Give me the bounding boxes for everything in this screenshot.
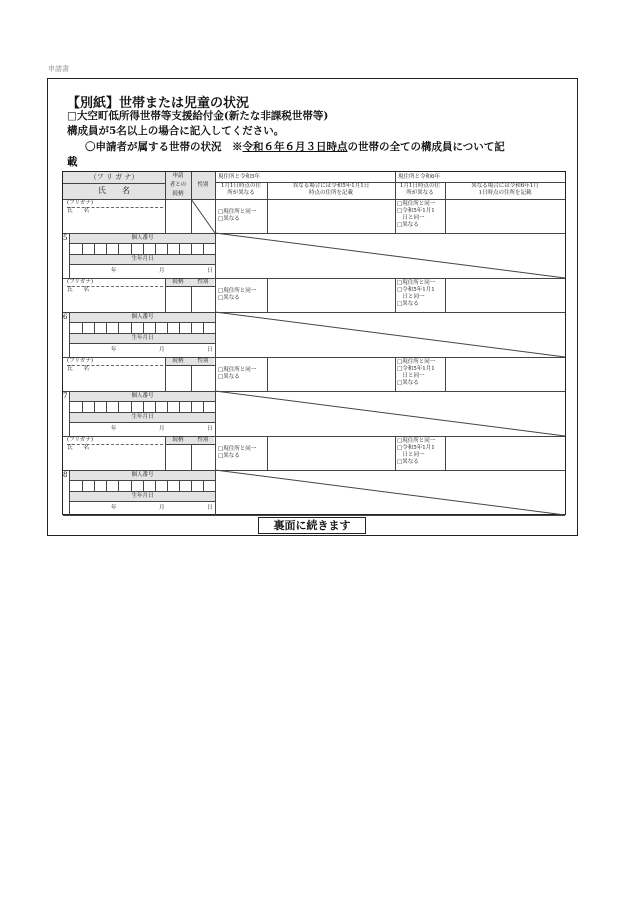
member-birth-label: 生年月日: [131, 335, 154, 341]
member-relation-label: 続柄: [172, 437, 184, 443]
member-relation-label: 続柄: [172, 358, 184, 364]
member-mynumber-label: 個人番号: [131, 393, 154, 399]
member-r6-diff[interactable]: □異なる: [397, 301, 419, 307]
header-furigana: （フ リ ガ ナ）: [89, 173, 139, 181]
member-mynumber-label: 個人番号: [131, 314, 154, 320]
header-r6-diff2: 1日時点の住所を記載: [478, 190, 532, 196]
member-birth-day: 日: [207, 426, 213, 432]
member-r6-diff[interactable]: □異なる: [397, 380, 419, 386]
header-name: 氏 名: [98, 186, 130, 195]
member-birth-year: 年: [111, 505, 117, 511]
header-relation-3: 続柄: [172, 191, 184, 197]
member-r6-same[interactable]: □現住所と同一: [397, 280, 436, 286]
member-r6-r5[interactable]: □令和5年1月1: [397, 445, 435, 451]
member-r5-diff[interactable]: □異なる: [218, 374, 240, 380]
member-birth-year: 年: [111, 268, 117, 274]
corner-label: 申請書: [48, 65, 69, 73]
member-number: 6: [63, 313, 68, 321]
member-r6-r5b: 日と同一: [397, 373, 425, 379]
household-table: [62, 171, 566, 515]
member-mynumber-label: 個人番号: [131, 472, 154, 478]
member-r5-diff[interactable]: □異なる: [218, 295, 240, 301]
member-birth-month: 月: [159, 505, 165, 511]
header-gender: 性別: [197, 182, 209, 188]
header-r6-sub1: 1月1日時点の住: [400, 183, 440, 189]
member-r6-same[interactable]: □現住所と同一: [397, 359, 436, 365]
member-r6-diff[interactable]: □異なる: [397, 222, 419, 228]
member-birth-label: 生年月日: [131, 414, 154, 420]
member-r6-r5[interactable]: □令和5年1月1: [397, 287, 435, 293]
page-title: 【別紙】世帯または児童の状況: [67, 96, 250, 111]
member-r5-diff[interactable]: □異なる: [218, 453, 240, 459]
header-r5-diff1: 異なる場合には令和5年1月1日: [292, 183, 370, 189]
household-status-line: [85, 139, 505, 154]
member-r6-same[interactable]: □現住所と同一: [397, 201, 436, 207]
member-birth-label: 生年月日: [131, 493, 154, 499]
header-r6-sub2: 所が異なる: [406, 190, 434, 196]
member-r6-r5b: 日と同一: [397, 452, 425, 458]
member-r6-r5[interactable]: □令和5年1月1: [397, 366, 435, 372]
member-mynumber-label: 個人番号: [131, 235, 154, 241]
member-number: 5: [63, 234, 68, 242]
member-name-label: 氏 名: [67, 445, 90, 451]
member-r6-diff[interactable]: □異なる: [397, 459, 419, 465]
member-name-label: 氏 名: [67, 366, 90, 372]
member-r6-same[interactable]: □現住所と同一: [397, 438, 436, 444]
member-name-label: 氏 名: [67, 208, 90, 214]
member-gender-label: 性別: [197, 437, 209, 443]
household-status-pre: 〇申請者が属する世帯の状況 ※: [85, 141, 243, 153]
member-birth-day: 日: [207, 505, 213, 511]
household-status-post: の世帯の全ての構成員について記: [347, 141, 505, 153]
header-r5-sub1: 1月1日時点の住: [221, 183, 261, 189]
member-diagonal: [63, 172, 567, 516]
member-gender-label: 性別: [197, 358, 209, 364]
header-r6-title: 現住所と令和6年: [398, 174, 440, 180]
member-r5-same[interactable]: □現住所と同一: [218, 209, 257, 215]
member-r5-same[interactable]: □現住所と同一: [218, 367, 257, 373]
member-furigana-label: (フリガナ): [67, 358, 94, 364]
member-furigana-label: (フリガナ): [67, 200, 94, 206]
header-r5-title: 現住所と令和5年: [218, 174, 260, 180]
header-r5-sub2: 所が異なる: [227, 190, 255, 196]
member-r6-r5[interactable]: □令和5年1月1: [397, 208, 435, 214]
member-birth-year: 年: [111, 426, 117, 432]
member-r5-same[interactable]: □現住所と同一: [218, 288, 257, 294]
header-relation-2: 者との: [169, 182, 187, 188]
household-status-date: 令和６年６月３日時点: [242, 141, 348, 153]
member-birth-month: 月: [159, 426, 165, 432]
header-r5-diff2: 時点の住所を記載: [308, 190, 353, 196]
member-number: 7: [63, 392, 68, 400]
member-number: 8: [63, 471, 68, 479]
member-birth-month: 月: [159, 347, 165, 353]
member-relation-label: 続柄: [172, 279, 184, 285]
continue-on-back-label: 裏面に続きます: [258, 517, 366, 534]
member-r6-r5b: 日と同一: [397, 294, 425, 300]
member-birth-label: 生年月日: [131, 256, 154, 262]
member-furigana-label: (フリガナ): [67, 279, 94, 285]
member-r6-r5b: 日と同一: [397, 215, 425, 221]
member-birth-day: 日: [207, 268, 213, 274]
header-relation-1: 申請: [172, 173, 184, 179]
member-gender-label: 性別: [197, 279, 209, 285]
household-status-line-end: 載: [67, 156, 78, 168]
instruction-line: 構成員が5名以上の場合に記入してください。: [67, 125, 285, 137]
member-r5-same[interactable]: □現住所と同一: [218, 446, 257, 452]
member-furigana-label: (フリガナ): [67, 437, 94, 443]
member-name-label: 氏 名: [67, 287, 90, 293]
member-birth-month: 月: [159, 268, 165, 274]
header-r6-diff1: 異なる場合には令和6年1月: [471, 183, 539, 189]
benefit-checkbox-line[interactable]: □大空町低所得世帯等支援給付金(新たな非課税世帯等): [67, 110, 329, 122]
member-r5-diff[interactable]: □異なる: [218, 216, 240, 222]
member-birth-year: 年: [111, 347, 117, 353]
member-birth-day: 日: [207, 347, 213, 353]
